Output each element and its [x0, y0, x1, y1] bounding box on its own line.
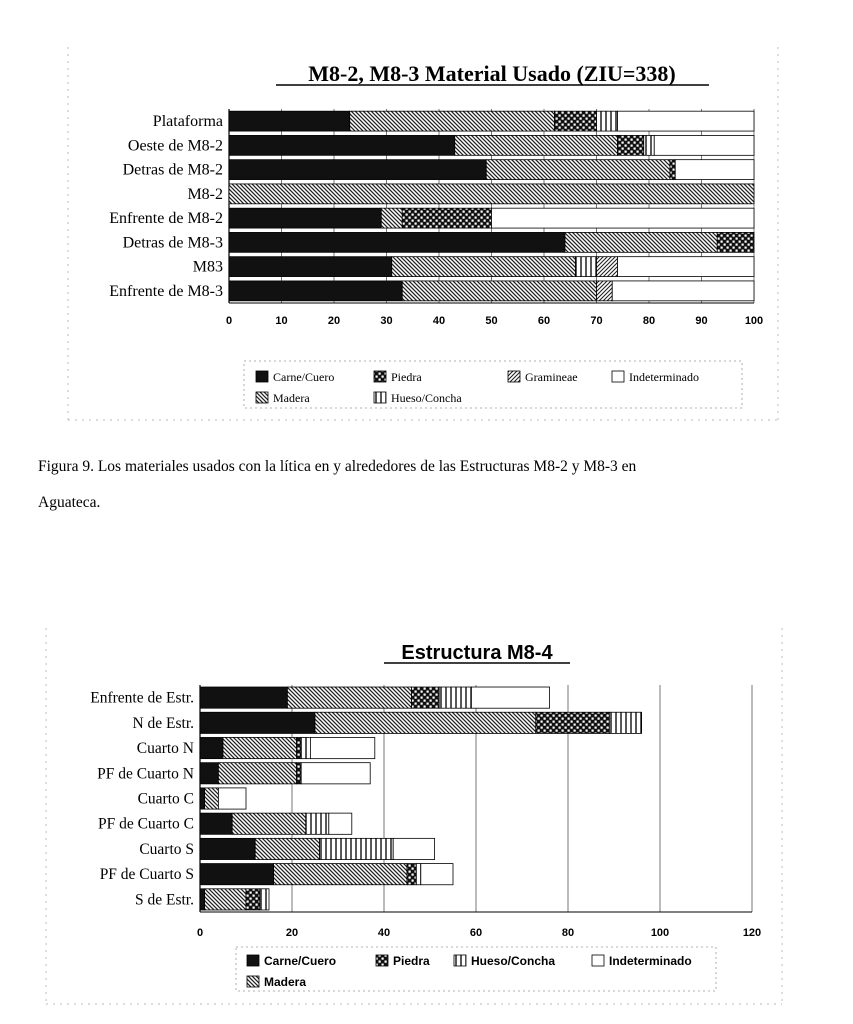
legend-label-piedra: Piedra	[393, 954, 430, 968]
legend-label-madera: Madera	[273, 391, 310, 405]
chart2-title: Estructura M8-4	[401, 642, 553, 664]
chart1-legend	[244, 361, 742, 408]
bar-segment-indeterminado-enfrente-de-m8-3	[612, 281, 754, 301]
bar-segment-madera-detras-de-m8-2	[486, 160, 670, 180]
bar-segment-piedra-detras-de-m8-2	[670, 160, 675, 180]
bar-segment-madera-enfrente-de-m8-3	[402, 281, 596, 301]
bar-segment-carne-cuero-detras-de-m8-3	[229, 232, 565, 252]
bar-segment-indeterminado-cuarto-c	[218, 788, 246, 809]
legend-swatch-carne-cuero	[256, 371, 268, 382]
category-label-s-de-estr: S de Estr.	[135, 891, 194, 909]
chart1-tick-label: 30	[380, 315, 393, 327]
chart1-tick-label: 10	[275, 315, 288, 327]
chart2-tick-labels	[197, 927, 761, 939]
figure-caption	[38, 449, 828, 521]
bar-segment-madera-pf-de-cuarto-n	[218, 763, 296, 784]
bar-segment-madera-enfrente-de-estr	[287, 687, 411, 708]
chart2-tick-label: 40	[377, 927, 391, 939]
bar-segment-indeterminado-pf-de-cuarto-c	[329, 813, 352, 834]
bar-segment-hueso-concha-s-de-estr	[260, 889, 269, 910]
chart1-tick-label: 100	[744, 315, 764, 327]
bar-segment-gramineae-m83	[597, 257, 618, 277]
bar-segment-madera-n-de-estr	[315, 712, 536, 733]
bar-segment-indeterminado-oeste-de-m8-2	[654, 135, 754, 155]
caption-line-1: Figura 9. Los materiales usados con la lítica en y alrededores de las Estructuras M8-2 y M8-3 en	[38, 458, 637, 475]
category-label-pf-de-cuarto-c: PF de Cuarto C	[97, 815, 194, 833]
bar-segment-carne-cuero-detras-de-m8-2	[229, 160, 486, 180]
bar-segment-hueso-concha-pf-de-cuarto-s	[416, 864, 421, 885]
category-label-cuarto-s: Cuarto S	[139, 840, 194, 858]
bar-segment-piedra-detras-de-m8-3	[717, 232, 754, 252]
bar-segment-piedra-enfrente-de-m8-2	[402, 208, 491, 228]
chart2-category-labels	[90, 690, 194, 909]
legend-label-indeterminado: Indeterminado	[629, 370, 699, 384]
bar-segment-hueso-concha-n-de-estr	[609, 712, 641, 733]
caption-line-2: Aguateca.	[38, 494, 101, 511]
bar-segment-madera-cuarto-c	[205, 788, 219, 809]
category-label-enfrente-de-m8-2: Enfrente de M8-2	[109, 210, 223, 228]
chart1-tick-label: 50	[485, 315, 498, 327]
bar-segment-piedra-enfrente-de-estr	[412, 687, 440, 708]
legend-label-carne-cuero: Carne/Cuero	[273, 370, 335, 384]
legend-swatch-piedra	[374, 371, 386, 382]
bar-segment-madera-cuarto-n	[223, 737, 297, 758]
bar-segment-piedra-plataforma	[555, 111, 597, 131]
category-label-cuarto-n: Cuarto N	[136, 740, 194, 758]
legend-swatch-madera	[247, 976, 259, 987]
chart-estructura-m8-4	[90, 642, 761, 991]
bar-segment-carne-cuero-cuarto-n	[200, 737, 223, 758]
chart2-tick-label: 80	[561, 927, 575, 939]
category-label-plataforma: Plataforma	[152, 113, 223, 131]
bar-segment-carne-cuero-cuarto-s	[200, 838, 255, 859]
bar-segment-madera-pf-de-cuarto-c	[232, 813, 306, 834]
bar-segment-madera-s-de-estr	[205, 889, 246, 910]
bar-segment-indeterminado-pf-de-cuarto-n	[301, 763, 370, 784]
bar-segment-indeterminado-plataforma	[618, 111, 755, 131]
category-label-pf-de-cuarto-n: PF de Cuarto N	[97, 765, 194, 783]
bar-segment-hueso-concha-enfrente-de-estr	[439, 687, 471, 708]
bar-segment-hueso-concha-oeste-de-m8-2	[644, 135, 655, 155]
bar-segment-carne-cuero-cuarto-c	[200, 788, 205, 809]
chart2-legend	[236, 947, 716, 991]
bar-segment-madera-pf-de-cuarto-s	[274, 864, 407, 885]
chart1-title: M8-2, M8-3 Material Usado (ZIU=338)	[308, 61, 676, 86]
bar-segment-carne-cuero-pf-de-cuarto-n	[200, 763, 218, 784]
bar-segment-hueso-concha-cuarto-n	[301, 737, 310, 758]
bar-segment-madera-plataforma	[350, 111, 555, 131]
chart1-tick-label: 20	[327, 315, 341, 327]
bar-segment-indeterminado-enfrente-de-estr	[471, 687, 549, 708]
chart1-tick-label: 0	[225, 315, 233, 327]
bar-segment-carne-cuero-pf-de-cuarto-c	[200, 813, 232, 834]
bar-segment-hueso-concha-pf-de-cuarto-c	[306, 813, 329, 834]
chart2-tick-label: 60	[469, 927, 483, 939]
bar-segment-madera-m83	[392, 257, 576, 277]
category-label-pf-de-cuarto-s: PF de Cuarto S	[99, 866, 194, 884]
bar-segment-madera-m8-2	[229, 184, 754, 204]
legend-label-indeterminado: Indeterminado	[609, 954, 692, 968]
bar-segment-indeterminado-detras-de-m8-2	[675, 160, 754, 180]
legend-swatch-hueso-concha	[374, 392, 386, 403]
category-label-enfrente-de-m8-3: Enfrente de M8-3	[109, 282, 223, 300]
bar-segment-hueso-concha-plataforma	[597, 111, 618, 131]
chart1-tick-label: 60	[537, 315, 551, 327]
legend-swatch-indeterminado	[612, 371, 624, 382]
category-label-detras-de-m8-3: Detras de M8-3	[122, 234, 223, 252]
bar-segment-piedra-n-de-estr	[536, 712, 610, 733]
bar-segment-carne-cuero-n-de-estr	[200, 712, 315, 733]
legend-label-madera: Madera	[264, 975, 307, 989]
category-label-detras-de-m8-2: Detras de M8-2	[122, 161, 223, 179]
chart1-tick-label: 40	[432, 315, 446, 327]
category-label-oeste-de-m8-2: Oeste de M8-2	[127, 137, 223, 155]
bar-segment-carne-cuero-enfrente-de-m8-2	[229, 208, 381, 228]
bar-segment-carne-cuero-enfrente-de-m8-3	[229, 281, 402, 301]
bar-segment-piedra-cuarto-n	[297, 737, 302, 758]
bar-segment-madera-cuarto-s	[255, 838, 319, 859]
bar-segment-carne-cuero-pf-de-cuarto-s	[200, 864, 274, 885]
bar-segment-piedra-oeste-de-m8-2	[618, 135, 644, 155]
bar-segment-madera-detras-de-m8-3	[565, 232, 717, 252]
chart2-bars	[200, 687, 642, 910]
chart1-category-labels	[109, 113, 223, 300]
bar-segment-indeterminado-pf-de-cuarto-s	[421, 864, 453, 885]
category-label-cuarto-c: Cuarto C	[137, 790, 194, 808]
legend-label-carne-cuero: Carne/Cuero	[264, 954, 337, 968]
legend-label-hueso-concha: Hueso/Concha	[391, 391, 462, 405]
category-label-n-de-estr: N de Estr.	[132, 714, 194, 732]
legend-swatch-madera	[256, 392, 268, 403]
category-label-enfrente-de-estr: Enfrente de Estr.	[90, 689, 194, 707]
bar-segment-carne-cuero-enfrente-de-estr	[200, 687, 287, 708]
bar-segment-indeterminado-m83	[618, 257, 755, 277]
bar-segment-carne-cuero-m83	[229, 257, 392, 277]
chart2-tick-label: 120	[742, 927, 762, 939]
bar-segment-madera-oeste-de-m8-2	[455, 135, 618, 155]
bar-segment-madera-enfrente-de-m8-2	[381, 208, 402, 228]
legend-swatch-carne-cuero	[247, 955, 259, 966]
legend-swatch-hueso-concha	[454, 955, 466, 966]
category-label-m83: M83	[192, 258, 223, 276]
bar-segment-carne-cuero-plataforma	[229, 111, 350, 131]
chart1-legend-frame	[244, 361, 742, 408]
legend-label-hueso-concha: Hueso/Concha	[471, 954, 556, 968]
bar-segment-piedra-s-de-estr	[246, 889, 260, 910]
chart1-tick-labels	[226, 315, 763, 327]
legend-label-piedra: Piedra	[391, 370, 422, 384]
category-label-m8-2: M8-2	[187, 185, 223, 203]
legend-swatch-piedra	[376, 955, 388, 966]
bar-segment-piedra-pf-de-cuarto-n	[297, 763, 302, 784]
bar-segment-gramineae-enfrente-de-m8-3	[597, 281, 613, 301]
bar-segment-carne-cuero-s-de-estr	[200, 889, 205, 910]
chart2-tick-label: 100	[650, 927, 670, 939]
legend-swatch-gramineae	[508, 371, 520, 382]
bar-segment-indeterminado-cuarto-s	[393, 838, 434, 859]
chart1-tick-label: 70	[590, 315, 603, 327]
bar-segment-indeterminado-enfrente-de-m8-2	[492, 208, 755, 228]
legend-swatch-indeterminado	[592, 955, 604, 966]
bar-segment-indeterminado-cuarto-n	[310, 737, 374, 758]
chart1-tick-label: 80	[642, 315, 656, 327]
bar-segment-hueso-concha-m83	[576, 257, 597, 277]
legend-label-gramineae: Gramineae	[525, 370, 578, 384]
bar-segment-piedra-pf-de-cuarto-s	[407, 864, 416, 885]
chart1-tick-label: 90	[695, 315, 708, 327]
chart-m8-2-m8-3	[109, 61, 763, 408]
chart2-tick-label: 0	[196, 927, 204, 939]
bar-segment-carne-cuero-oeste-de-m8-2	[229, 135, 455, 155]
bar-segment-hueso-concha-cuarto-s	[320, 838, 394, 859]
chart2-tick-label: 20	[285, 927, 299, 939]
